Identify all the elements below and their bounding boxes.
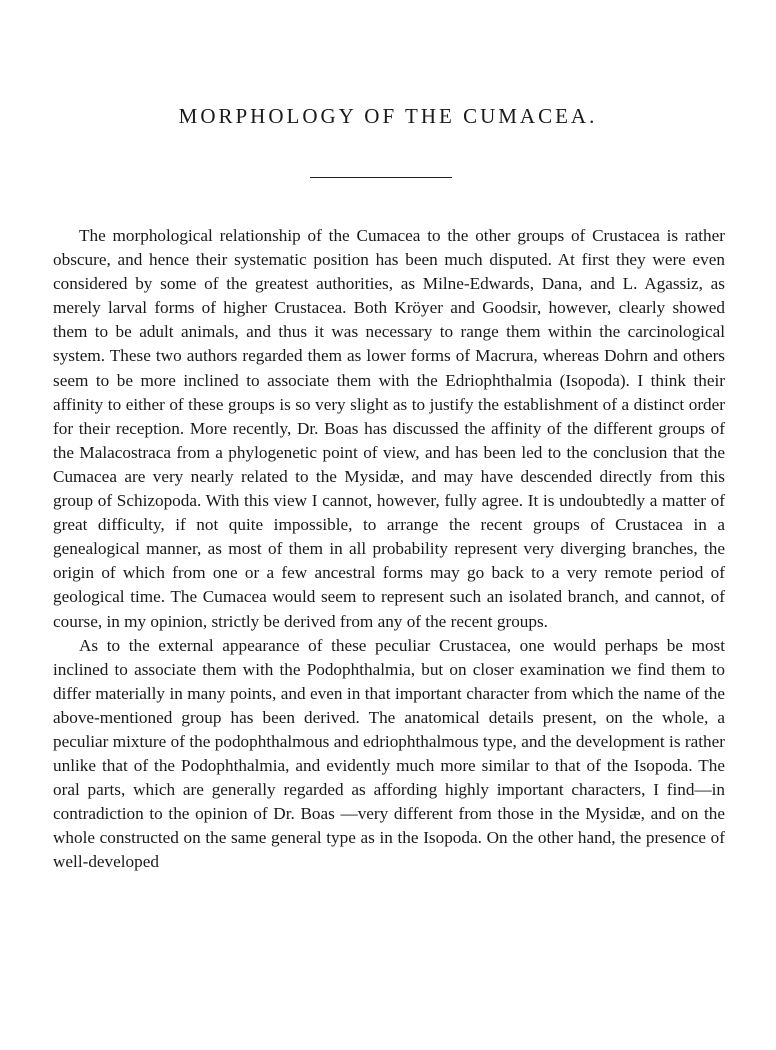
paragraph-2: As to the external appearance of these peculiar Crustacea, one would perhaps be most inclined to associate them with the Podophthalmia, but on closer examination we find them to differ materially in many points, and even in that important character from which the name of the above-mentioned group has been derived. The anatomical details present, on the whole, a peculiar mixture of the podophthalmous and edriophthalmous type, and the development is rather unlike that of the Podophthalmia, and evidently much more similar to that of the Isopoda. The oral parts, which are generally regarded as affording highly important characters, I find—in contradiction to the opinion of Dr. Boas —very different from those in the Mysidæ, and on the whole constructed on the same general type as in the Isopoda. On the other hand, the presence of well-developed: [53, 635, 725, 872]
paragraph-1: The morphological relationship of the Cumacea to the other groups of Crustacea is rather obscure, and hence their systematic position has been much disputed. At first they were even considered by some of the greatest authorities, as Milne-Edwards, Dana, and L. Agassiz, as merely larval forms of higher Crustacea. Both Kröyer and Goodsir, however, clearly showed them to be adult animals, and thus it was necessary to range them within the carcinological system. These two authors regarded them as lower forms of Macrura, whereas Dohrn and others seem to be more inclined to associate them with the Edriophthalmia (Isopoda). I think their affinity to either of these groups is so very slight as to justify the establishment of a distinct order for their reception. More recently, Dr. Boas has discussed the affinity of the different groups of the Malacostraca from a phylogenetic point of view, and has been led to the conclusion that the Cumacea are very nearly related to the Mysidæ, and may have descended directly from this group of Schizopoda. With this view I cannot, however, fully agree. It is undoubtedly a matter of great difficulty, if not quite impossible, to arrange the recent groups of Crustacea in a genealogical manner, as most of them in all probability represent very diverging branches, the origin of which from one or a few ancestral forms may go back to a very remote period of geological time. The Cumacea would seem to represent such an isolated branch, and cannot, of course, in my opinion, strictly be derived from any of the recent groups.: [53, 226, 725, 631]
title-divider: [310, 177, 452, 178]
page-title: MORPHOLOGY OF THE CUMACEA.: [178, 104, 598, 128]
body-text: [53, 224, 725, 875]
